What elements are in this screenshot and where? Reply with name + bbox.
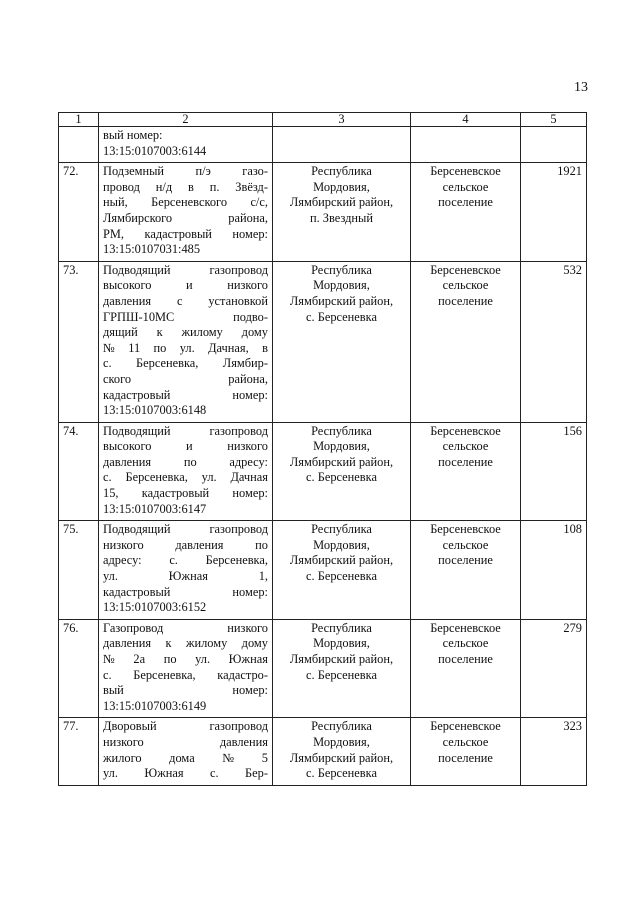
description-line	[103, 522, 268, 538]
location-line: Мордовия,	[313, 537, 370, 552]
description-word: Подводящий	[103, 262, 171, 277]
row-number-cell	[59, 127, 99, 163]
owner-line: Берсеневское	[430, 423, 501, 438]
location-cell	[273, 422, 411, 521]
description-word: низкого	[103, 734, 144, 749]
description-word: к	[156, 325, 163, 340]
description-line: 13:15:0107003:6149	[103, 698, 207, 713]
description-line	[103, 195, 268, 211]
description-line	[103, 227, 268, 243]
location-line: Лямбирский район,	[289, 750, 394, 765]
continuation-row	[59, 127, 587, 163]
owner-line: поселение	[438, 454, 493, 469]
description-line	[103, 538, 268, 554]
description-word: газопровод	[209, 423, 268, 438]
length-cell: 323	[521, 718, 587, 785]
description-word: кадастровый	[144, 226, 212, 241]
owner-line: Берсеневское	[430, 262, 501, 277]
owner-line: Берсеневское	[430, 164, 501, 179]
description-word: с	[176, 293, 183, 308]
description-word: номер:	[232, 226, 268, 241]
object-description-cell	[99, 127, 273, 163]
object-description-cell	[99, 521, 273, 620]
description-word: дому	[241, 636, 268, 651]
description-line-text: вый номер:	[103, 128, 163, 142]
location-line: Мордовия,	[313, 179, 370, 194]
description-word: вый	[103, 683, 124, 698]
length-cell: 1921	[521, 163, 587, 262]
description-word: по	[255, 537, 268, 552]
length-cell: 279	[521, 619, 587, 718]
description-word: с.	[103, 356, 112, 371]
description-word: газопровод	[209, 719, 268, 734]
description-word: п.	[209, 179, 220, 194]
location-line: с. Берсеневка	[306, 766, 377, 781]
row-number-cell: 73.	[59, 261, 99, 422]
length-cell	[521, 127, 587, 163]
object-description-cell	[99, 163, 273, 262]
location-cell	[273, 127, 411, 163]
table-row	[59, 718, 587, 785]
description-word: кадастро-	[217, 667, 268, 682]
description-word: номер:	[232, 683, 268, 698]
location-cell	[273, 261, 411, 422]
length-cell: 532	[521, 261, 587, 422]
location-line: с. Берсеневка	[306, 667, 377, 682]
description-word: давления	[175, 537, 224, 552]
owner-cell	[411, 261, 521, 422]
description-word: кадастровый	[103, 584, 171, 599]
description-word: ул.	[103, 569, 118, 584]
description-word: номер:	[232, 387, 268, 402]
description-word: 1,	[258, 569, 268, 584]
description-word: давления	[103, 454, 152, 469]
description-word: н/д	[155, 179, 173, 194]
description-word: по	[153, 340, 167, 355]
owner-line: Берсеневское	[430, 719, 501, 734]
description-line	[103, 424, 268, 440]
description-word: №	[222, 750, 235, 765]
description-line	[103, 263, 268, 279]
page-number: 13	[574, 80, 588, 95]
owner-cell	[411, 422, 521, 521]
owner-cell	[411, 521, 521, 620]
description-line	[103, 310, 268, 326]
description-line	[103, 325, 268, 341]
description-word: Берсеневка,	[136, 356, 199, 371]
location-line: с. Берсеневка	[306, 569, 377, 584]
description-line	[103, 668, 268, 684]
description-line	[103, 164, 268, 180]
description-word: низкого	[227, 439, 268, 454]
location-line: Лямбирский район,	[289, 195, 394, 210]
owner-line: сельское	[442, 278, 489, 293]
owner-line: Берсеневское	[430, 620, 501, 635]
description-word: газопровод	[209, 522, 268, 537]
owner-line: Берсеневское	[430, 522, 501, 537]
owner-cell	[411, 718, 521, 785]
description-word: и	[186, 278, 193, 293]
description-word: дому	[241, 325, 268, 340]
description-word: ул.	[201, 470, 217, 485]
description-word: провод	[103, 179, 140, 194]
location-cell	[273, 163, 411, 262]
description-word: низкого	[103, 537, 144, 552]
description-word: Берсеневка,	[125, 470, 188, 485]
description-line	[103, 719, 268, 735]
length-cell: 108	[521, 521, 587, 620]
description-word: РМ,	[103, 226, 125, 241]
description-line	[103, 553, 268, 569]
column-header: 2	[99, 113, 273, 127]
column-header: 1	[59, 113, 99, 127]
location-line: Лямбирский район,	[289, 652, 394, 666]
description-word: Лямбирского	[103, 210, 173, 225]
description-word: газо-	[242, 164, 268, 179]
description-word: по	[183, 454, 197, 469]
description-word: по	[163, 652, 177, 666]
description-word: дящий	[103, 325, 138, 340]
location-line: Республика	[311, 620, 372, 635]
row-number-cell: 75.	[59, 521, 99, 620]
description-word: газопровод	[209, 262, 268, 277]
description-line	[103, 356, 268, 372]
description-word: ГРПШ-10МС	[103, 309, 175, 324]
location-line: Мордовия,	[313, 278, 370, 293]
location-line: с. Берсеневка	[306, 470, 377, 485]
description-word: Газопровод	[103, 620, 164, 635]
description-line	[103, 735, 268, 751]
row-number-cell: 77.	[59, 718, 99, 785]
location-cell	[273, 619, 411, 718]
description-word: высокого	[103, 278, 152, 293]
description-word: Южная	[228, 652, 268, 666]
description-word: к	[165, 636, 172, 651]
description-word: 15,	[103, 486, 119, 501]
description-word: Дачная	[230, 470, 268, 485]
description-word: адресу:	[103, 553, 142, 568]
column-header: 5	[521, 113, 587, 127]
description-word: 5	[261, 750, 268, 765]
description-word: 2а	[133, 652, 146, 666]
location-line: Республика	[311, 164, 372, 179]
description-word: жилому	[185, 636, 228, 651]
description-word: установкой	[208, 293, 268, 308]
column-header: 3	[273, 113, 411, 127]
description-line: 13:15:0107003:6152	[103, 600, 207, 615]
description-word: высокого	[103, 439, 152, 454]
object-description-cell	[99, 718, 273, 785]
description-line	[103, 128, 268, 144]
description-word: №	[103, 340, 115, 355]
description-line: 13:15:0107003:6148	[103, 403, 207, 418]
description-line	[103, 569, 268, 585]
description-word: в	[188, 179, 194, 194]
description-word: и	[186, 439, 193, 454]
description-word: низкого	[227, 620, 268, 635]
description-word: п/э	[195, 164, 211, 179]
owner-line: поселение	[438, 195, 493, 210]
description-line	[103, 683, 268, 699]
description-word: района,	[228, 371, 268, 386]
location-line: Мордовия,	[313, 636, 370, 651]
owner-line: поселение	[438, 293, 493, 308]
location-line: Республика	[311, 262, 372, 277]
description-word: 11	[128, 340, 141, 355]
register-table	[58, 112, 587, 786]
description-word: Берсеневка,	[205, 553, 268, 568]
owner-line: сельское	[442, 537, 489, 552]
description-word: Лямбир-	[222, 356, 268, 371]
description-word: Берсеневского	[151, 195, 228, 210]
description-word: района,	[228, 210, 268, 225]
description-word: номер:	[232, 584, 268, 599]
description-word: Звёзд-	[235, 179, 268, 194]
location-line: Лямбирский район,	[289, 553, 394, 568]
row-number-cell: 74.	[59, 422, 99, 521]
description-word: Южная	[168, 569, 208, 584]
description-word: с.	[103, 667, 112, 682]
column-header-row	[59, 113, 587, 127]
object-description-cell	[99, 619, 273, 718]
description-word: дома	[169, 750, 195, 765]
description-line	[103, 585, 268, 601]
description-word: давления	[103, 636, 152, 651]
description-line	[103, 439, 268, 455]
description-word: с.	[103, 470, 112, 485]
description-line	[103, 621, 268, 637]
description-line: 13:15:0107031:485	[103, 242, 201, 257]
row-number-cell: 76.	[59, 619, 99, 718]
description-word: кадастровый	[141, 486, 210, 501]
location-cell	[273, 718, 411, 785]
owner-line: поселение	[438, 553, 493, 568]
description-word: ул.	[179, 340, 195, 355]
description-word: подво-	[233, 309, 268, 324]
length-cell: 156	[521, 422, 587, 521]
description-line: ул. Южная с. Бер-	[103, 766, 268, 781]
location-line: п. Звездный	[309, 210, 374, 225]
description-line: 13:15:0107003:6147	[103, 501, 207, 516]
owner-cell	[411, 127, 521, 163]
description-line	[103, 652, 268, 668]
owner-line: сельское	[442, 179, 489, 194]
location-line: с. Берсеневка	[306, 309, 377, 324]
location-cell	[273, 521, 411, 620]
object-description-cell	[99, 261, 273, 422]
description-word: Дворовый	[103, 719, 157, 734]
description-line: 13:15:0107003:6144	[103, 143, 207, 158]
description-word: ул.	[195, 652, 211, 666]
owner-line: поселение	[438, 652, 493, 666]
description-word: жилого	[103, 750, 142, 765]
description-word: жилому	[181, 325, 223, 340]
table-row	[59, 163, 587, 262]
description-line	[103, 341, 268, 357]
description-line	[103, 751, 268, 767]
table-row	[59, 619, 587, 718]
description-word: адресу:	[229, 454, 268, 469]
description-word: №	[103, 652, 115, 666]
description-word: с.	[169, 553, 178, 568]
location-line: Лямбирский район,	[289, 454, 394, 469]
location-line: Мордовия,	[313, 734, 370, 749]
description-word: Подводящий	[103, 423, 171, 438]
row-number-cell: 72.	[59, 163, 99, 262]
description-line	[103, 486, 268, 502]
description-line	[103, 294, 268, 310]
description-line	[103, 180, 268, 196]
description-line	[103, 388, 268, 404]
owner-cell	[411, 163, 521, 262]
object-description-cell	[99, 422, 273, 521]
owner-line: сельское	[442, 439, 489, 454]
description-line	[103, 470, 268, 486]
location-line: Лямбирский район,	[289, 293, 394, 308]
description-word: Подводящий	[103, 522, 171, 537]
description-line	[103, 211, 268, 227]
description-line	[103, 455, 268, 471]
owner-line: сельское	[442, 636, 489, 651]
description-word: Берсеневка,	[133, 667, 196, 682]
description-word: давления	[219, 734, 268, 749]
description-word: ный,	[103, 195, 128, 210]
location-line: Республика	[311, 522, 372, 537]
description-word: номер:	[232, 486, 268, 501]
description-word: Дачная,	[208, 340, 249, 355]
description-line	[103, 372, 268, 388]
location-line: Республика	[311, 719, 372, 734]
location-line: Мордовия,	[313, 439, 370, 454]
description-word: Подземный	[103, 164, 165, 179]
description-word: с/с,	[250, 195, 268, 210]
owner-cell	[411, 619, 521, 718]
column-header: 4	[411, 113, 521, 127]
owner-line: сельское	[442, 734, 489, 749]
table-row	[59, 422, 587, 521]
description-line	[103, 278, 268, 294]
description-word: давления	[103, 293, 152, 308]
description-word: в	[262, 340, 268, 355]
owner-line: поселение	[438, 750, 493, 765]
table-row	[59, 521, 587, 620]
description-word: низкого	[227, 278, 268, 293]
table-row	[59, 261, 587, 422]
description-line	[103, 636, 268, 652]
description-word: кадастровый	[103, 387, 171, 402]
description-word: ского	[103, 371, 132, 386]
location-line: Республика	[311, 423, 372, 438]
